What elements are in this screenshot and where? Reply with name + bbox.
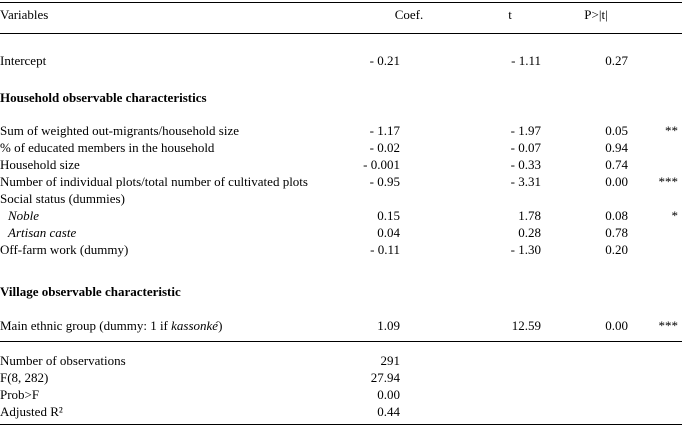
stats-row — [0, 403, 682, 420]
row-label: Household size — [0, 157, 80, 172]
row-coef: 1.09 — [377, 318, 400, 333]
row-t: - 0.07 — [510, 140, 541, 155]
stats-row — [0, 369, 682, 386]
stat-label: Adjusted R² — [0, 404, 63, 419]
intercept-row — [0, 52, 682, 69]
label-italic: kassonké — [171, 318, 219, 333]
row-t: 1.78 — [518, 208, 541, 223]
header-rule — [0, 33, 682, 34]
row-t: - 1.11 — [511, 53, 541, 68]
section-village-heading — [0, 283, 682, 300]
row-label: Social status (dummies) — [0, 191, 125, 206]
row-label: Sum of weighted out-migrants/household size — [0, 123, 240, 138]
section-title: Village observable characteristic — [0, 284, 181, 299]
stat-value: 0.00 — [377, 387, 400, 402]
row-t: 0.28 — [518, 225, 541, 240]
stat-label: Prob>F — [0, 387, 40, 402]
row-t: 12.59 — [511, 318, 541, 333]
row-coef: - 0.95 — [369, 174, 400, 189]
row-p: 0.20 — [605, 242, 628, 257]
table-row — [0, 139, 682, 156]
row-p: 0.08 — [605, 208, 628, 223]
stat-value: 0.44 — [377, 404, 400, 419]
row-p: 0.00 — [605, 174, 628, 189]
significance-stars: ** — [665, 123, 678, 138]
significance-stars: *** — [658, 318, 678, 333]
row-label: Number of individual plots/total number of cultivated plots — [0, 174, 308, 189]
stat-value: 27.94 — [370, 370, 400, 385]
row-p: 0.05 — [605, 123, 628, 138]
row-t: - 0.33 — [510, 157, 541, 172]
stats-rule — [0, 341, 682, 342]
section-household-heading — [0, 89, 682, 106]
header-row — [0, 6, 682, 23]
header-t: t — [508, 7, 512, 22]
row-coef: 0.15 — [377, 208, 400, 223]
table-row — [0, 241, 682, 258]
table-row — [0, 224, 682, 241]
table-row — [0, 173, 682, 190]
village-row — [0, 317, 682, 334]
row-label — [0, 317, 222, 334]
stats-row — [0, 386, 682, 403]
row-t: - 3.31 — [510, 174, 541, 189]
stat-value: 291 — [380, 353, 400, 368]
row-p: 0.27 — [605, 53, 628, 68]
row-t: - 1.97 — [510, 123, 541, 138]
table-row — [0, 122, 682, 139]
row-label: Off-farm work (dummy) — [0, 242, 129, 257]
header-variables: Variables — [0, 7, 49, 22]
row-p: 0.00 — [605, 318, 628, 333]
row-coef: - 0.11 — [370, 242, 400, 257]
stat-label: F(8, 282) — [0, 370, 49, 385]
top-rule — [0, 2, 682, 3]
table-row — [0, 156, 682, 173]
label-suffix: ) — [218, 318, 223, 333]
row-coef: - 0.001 — [363, 157, 400, 172]
label-prefix: Main ethnic group (dummy: 1 if — [0, 318, 172, 333]
row-coef: - 1.17 — [369, 123, 400, 138]
stats-row — [0, 352, 682, 369]
row-p: 0.94 — [605, 140, 628, 155]
row-label: Artisan caste — [8, 225, 77, 240]
table-row — [0, 207, 682, 224]
row-coef: - 0.21 — [369, 53, 400, 68]
row-label: Noble — [8, 208, 40, 223]
header-coef: Coef. — [394, 7, 424, 22]
row-coef: 0.04 — [377, 225, 400, 240]
significance-stars: * — [671, 208, 678, 223]
table-row — [0, 190, 682, 207]
row-label: % of educated members in the household — [0, 140, 215, 155]
row-label: Intercept — [0, 53, 47, 68]
row-coef: - 0.02 — [369, 140, 400, 155]
header-p: P>|t| — [584, 7, 608, 22]
row-p: 0.78 — [605, 225, 628, 240]
stat-label: Number of observations — [0, 353, 126, 368]
row-p: 0.74 — [605, 157, 628, 172]
bottom-rule — [0, 424, 682, 425]
significance-stars: *** — [658, 174, 678, 189]
section-title: Household observable characteristics — [0, 90, 207, 105]
row-t: - 1.30 — [510, 242, 541, 257]
